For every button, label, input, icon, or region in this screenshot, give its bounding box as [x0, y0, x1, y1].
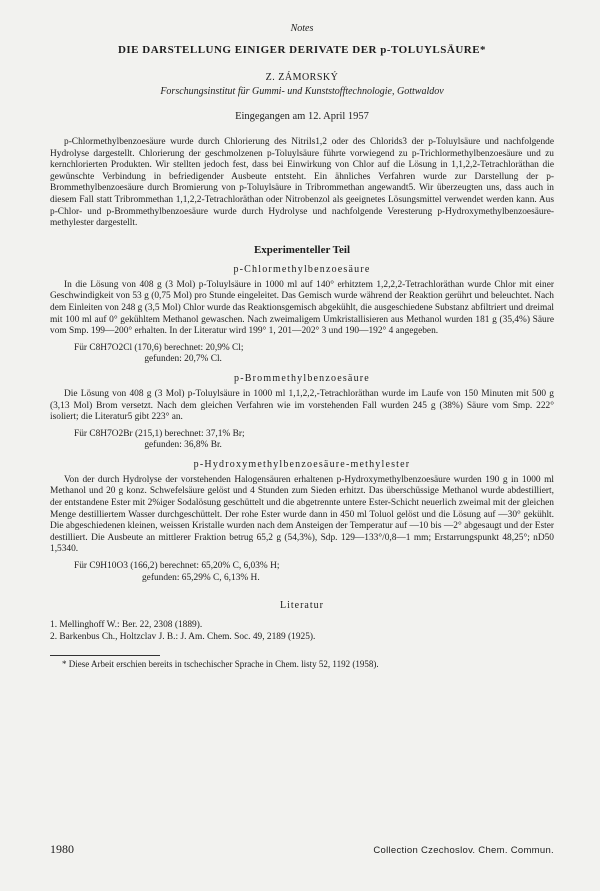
intro-paragraph: p-Chlormethylbenzoesäure wurde durch Chlorierung des Nitrils1,2 oder des Chlorids3 der p-Toluylsäure und nachfolgende Hydrolyse dargestellt. Chlorierung der geschmolzenen p-Toluylsäure führte vorwiegend zu p-Trichlormethylbenzoesäure und zu kernchlorierten Produkten. Wir stellten jedoch fest, dass bei Einwirkung von Chlor auf die Lösung in 1,1,2,2-Tetrachloräthan die gewünschte Verbindung in befriedigender Ausbeute entsteht. Ein ähnliches Verfahren wurde zur Darstellung der p-Brommethylbenzoesäure durch Bromierung von p-Toluylsäure in Tribrommethan angewandt5. Wir überzeugten uns, dass auch in diesem Fall statt Tribrommethan 1,1,2,2-Tetrachloräthan oder Nitrobenzol als geeignetes Lösungsmittel verwendet werden kann. Aus p-Chlor- und p-Brommethylbenzoesäure wurde durch Hydrolyse und nachfolgende Veresterung p-Hydroxymethylbenzoesäure-methylester dargestellt. [50, 137, 554, 229]
page-number: 1980 [50, 842, 74, 856]
analysis-line: gefunden: 20,7% Cl. [74, 354, 222, 365]
analysis-line: Für C9H10O3 (166,2) berechnet: 65,20% C, 6,03% H; [74, 561, 280, 572]
analysis-line: gefunden: 36,8% Br. [74, 440, 222, 451]
author-name: Z. ZÁMORSKÝ [265, 72, 339, 83]
subsection-heading: p-Hydroxymethylbenzoesäure-methylester [193, 458, 411, 470]
author-affiliation: Forschungsinstitut für Gummi- und Kunststofftechnologie, Gottwaldov [160, 86, 444, 97]
elemental-analysis [74, 561, 554, 584]
experimental-heading: Experimenteller Teil [253, 243, 351, 256]
received-date: Eingegangen am 12. April 1957 [235, 111, 369, 122]
references-heading: Literatur [280, 600, 324, 612]
subsection-text: Von der durch Hydrolyse der vorstehenden Halogensäuren erhaltenen p-Hydroxymethylbenzoesäure wurden 190 g in 1000 ml Methanol und 20 g konz. Schwefelsäure gelöst und 4 Stunden zum Sieden erhitzt. Das überschüssige Methanol wurde abdestilliert, der entstandene Ester mit 2%iger Sodalösung geschüttelt und die abgetrennte untere Ester-Schicht neuerlich zweimal mit der gleichen Menge destilliertem Wasser durchgeschüttelt. Der rohe Ester wurde dann in 450 ml Toluol gelöst und die Lösung auf —30° gekühlt. Die abgeschiedenen kleinen, weissen Kristalle wurden nach dem Ansteigen der Temperatur auf —10 bis —2° abgesaugt und der Ester destilliert. Die Ausbeute an mittlerer Fraktion betrug 65,2 g (54,3%), Sdp. 129—133°/0,8—1 mm; Erstarrungspunkt 48,25°; nD50 1,5340. [50, 474, 554, 555]
reference-list [50, 619, 554, 643]
running-header: Notes [290, 23, 314, 34]
journal-name: Collection Czechoslov. Chem. Commun. [373, 845, 554, 856]
subsection-text: In die Lösung von 408 g (3 Mol) p-Toluylsäure in 1000 ml auf 140° erhitztem 1,2,2,2-Tetrachloräthan wurde Chlor mit einer Geschwindigkeit von 53 g (0,75 Mol) pro Stunde eingeleitet. Das Gemisch wurde während der Reaktion gerührt und beleuchtet. Nach dem Einleiten von 248 g (3,5 Mol) Chlor wurde das Reaktionsgemisch abgekühlt, die ausgeschiedene Substanz abfiltriert und dreimal mit 100 ml auf 0° gekühltem Methanol gewaschen. Nach zweimaligem Umkristallisieren aus Methanol wurden 181 g (35,4%) Säure vom Smp. 199—200° erhalten. In der Literatur wird 199° 1, 201—202° 3 und 190—192° 4 angegeben. [50, 279, 554, 337]
elemental-analysis [74, 429, 554, 452]
subsection-text: Die Lösung von 408 g (3 Mol) p-Toluylsäure in 1000 ml 1,1,2,2,-Tetrachloräthan wurde im Laufe von 150 Minuten mit 500 g (3,13 Mol) Brom versetzt. Nach dem gleichen Verfahren wie im vorstehenden Fall wurden 245 g (38%) Säure vom Smp. 222° isoliert; die Literatur5 gibt 223° an. [50, 388, 554, 423]
footnote-divider [50, 655, 160, 656]
reference-item: 1. Mellinghoff W.: Ber. 22, 2308 (1889). [50, 620, 203, 631]
analysis-line: gefunden: 65,29% C, 6,13% H. [74, 572, 260, 583]
analysis-line: Für C8H7O2Br (215,1) berechnet: 37,1% Br; [74, 428, 245, 439]
subsection-heading: p-Brommethylbenzoesäure [234, 372, 370, 384]
article-title: DIE DARSTELLUNG EINIGER DERIVATE DER p-TOLUYLSÄURE* [117, 44, 487, 56]
subsection-heading: p-Chlormethylbenzoesäure [233, 263, 371, 275]
elemental-analysis [74, 343, 554, 366]
page-footer [50, 842, 554, 857]
analysis-line: Für C8H7O2Cl (170,6) berechnet: 20,9% Cl; [74, 342, 244, 353]
footnote: * Diese Arbeit erschien bereits in tschechischer Sprache in Chem. listy 52, 1192 (1958). [62, 659, 379, 670]
reference-item: 2. Barkenbus Ch., Holtzclav J. B.: J. Am. Chem. Soc. 49, 2189 (1925). [50, 632, 316, 643]
